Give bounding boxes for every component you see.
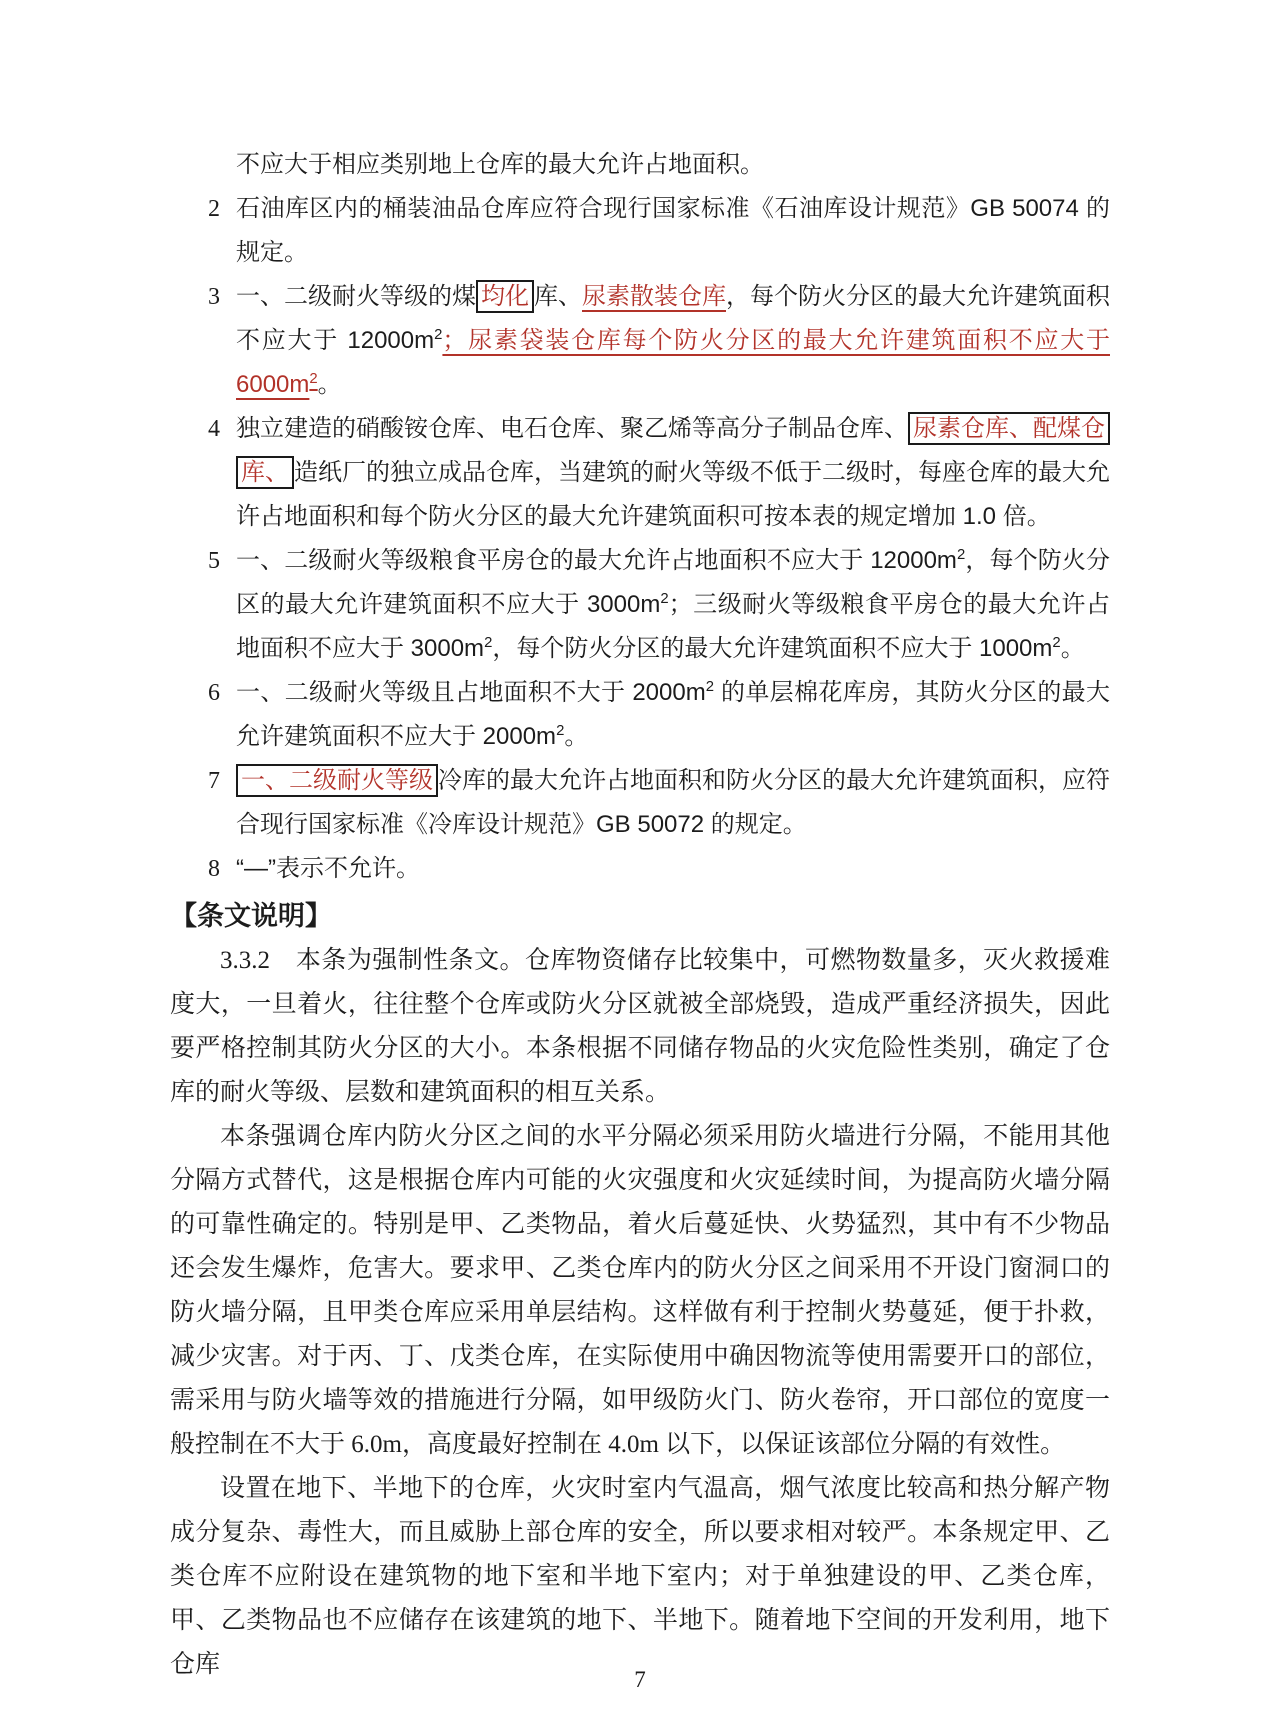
- commentary-section: [170, 939, 1110, 1687]
- commentary-paragraph-3: 设置在地下、半地下的仓库，火灾时室内气温高，烟气浓度比较高和热分解产物成分复杂、毒性大，而且威胁上部仓库的安全，所以要求相对较严。本条规定甲、乙类仓库不应附设在建筑物的地下室和半地下室内；对于单独建设的甲、乙类仓库，甲、乙类物品也不应储存在该建筑的地下、半地下。随着地下空间的开发利用，地下仓库: [170, 1475, 1110, 1678]
- note-continuation-line: 不应大于相应类别地上仓库的最大允许占地面积。: [236, 151, 764, 178]
- commentary-paragraph-1: 3.3.2 本条为强制性条文。仓库物资储存比较集中，可燃物数量多，灭火救援难度大，一旦着火，往往整个仓库或防火分区就被全部烧毁，造成严重经济损失，因此要严格控制其防火分区的大小。本条根据不同储存物品的火灾危险性类别，确定了仓库的耐火等级、层数和建筑面积的相互关系。: [170, 947, 1110, 1106]
- note-text: 一、二级耐火等级 冷库的最大允许占地面积和防火分区的最大允许建筑面积，应符合现行国家标准《冷库设计规范》GB 50072 的规定。: [236, 764, 1110, 838]
- commentary-paragraph-2: 本条强调仓库内防火分区之间的水平分隔必须采用防火墙进行分隔，不能用其他分隔方式替代，这是根据仓库内可能的火灾强度和火灾延续时间，为提高防火墙分隔的可靠性确定的。特别是甲、乙类物品，着火后蔓延快、火势猛烈，其中有不少物品还会发生爆炸，危害大。要求甲、乙类仓库内的防火分区之间采用不开设门窗洞口的防火墙分隔，且甲类仓库应采用单层结构。这样做有利于控制火势蔓延，便于扑救，减少灾害。对于丙、丁、戊类仓库，在实际使用中确因物流等使用需要开口的部位，需采用与防火墙等效的措施进行分隔，如甲级防火门、防火卷帘，开口部位的宽度一般控制在不大于 6.0m，高度最好控制在 4.0m 以下，以保证该部位分隔的有效性。: [170, 1123, 1110, 1458]
- note-item-5: [170, 539, 1110, 671]
- note-item-2: [170, 187, 1110, 275]
- note-item-4: [170, 407, 1110, 539]
- notes-list: [170, 143, 1110, 891]
- note-text: 一、二级耐火等级且占地面积不大于 $2000m^2$ 的单层棉花库房，其防火分区的最大允许建筑面积不应大于 $2000m^2$。: [236, 679, 1110, 750]
- note-text: 一、二级耐火等级粮食平房仓的最大允许占地面积不应大于 $12000m^2$，每个防火分区的最大允许建筑面积不应大于 $3000m^2$；三级耐火等级粮食平房仓的最大允许占地面积不应大于 $3000m^2$，每个防火分区的最大允许建筑面积不应大于 $1000m^2$。: [236, 547, 1111, 662]
- note-number: 2: [208, 196, 220, 222]
- note-text: “—”表示不允许。: [236, 855, 420, 882]
- note-text: 一、二级耐火等级的煤 均化 库、尿素散装仓库，每个防火分区的最大允许建筑面积不应大于 $12000m^2$；尿素袋装仓库每个防火分区的最大允许建筑面积不应大于 $6000m^2$。: [236, 283, 1110, 398]
- note-text: 石油库区内的桶装油品仓库应符合现行国家标准《石油库设计规范》GB 50074 的规定。: [236, 195, 1110, 266]
- note-item-3: [170, 275, 1110, 407]
- note-item-6: [170, 671, 1110, 759]
- note-number: 5: [208, 548, 220, 574]
- note-item-7: [170, 759, 1110, 847]
- note-number: 4: [208, 416, 220, 442]
- note-number: 6: [208, 680, 220, 706]
- note-item-8: [170, 847, 1110, 891]
- note-number: 8: [208, 856, 220, 882]
- section-heading-commentary: 【条文说明】: [170, 901, 332, 931]
- note-number: 7: [208, 768, 220, 794]
- note-number: 3: [208, 284, 220, 310]
- note-text: 独立建造的硝酸铵仓库、电石仓库、聚乙烯等高分子制品仓库、 尿素仓库、配煤仓库、 造纸厂的独立成品仓库，当建筑的耐火等级不低于二级时，每座仓库的最大允许占地面积和每个防火分区的最大允许建筑面积可按本表的规定增加 1.0 倍。: [236, 412, 1110, 530]
- page-number: 7: [634, 1667, 646, 1692]
